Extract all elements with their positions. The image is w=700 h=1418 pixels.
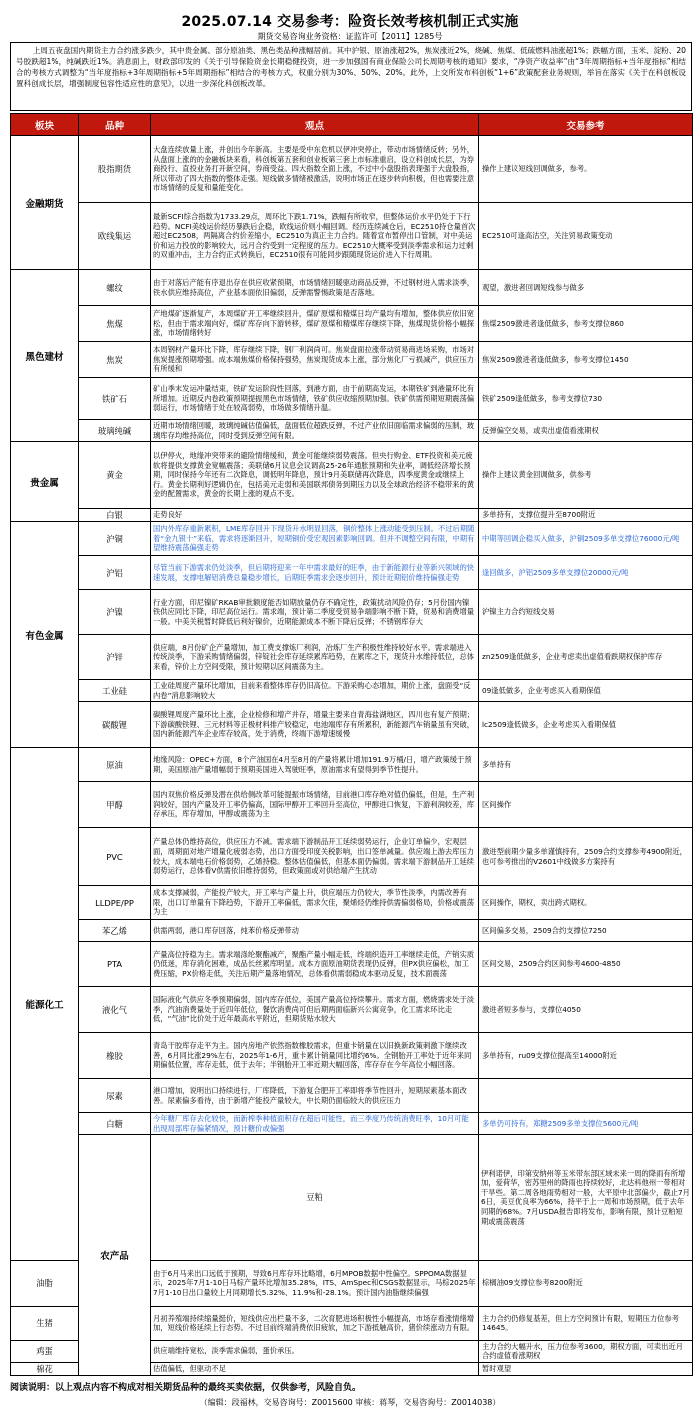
view-cell: 由于对落后产能有序退出存在供应收紧预期，市场情绪回暖驱动商品反弹，不过钢材进入需求淡季，铁水供应维持高位，产业基本面依旧偏弱，反弹需警惕政策是否落地。 <box>151 270 479 306</box>
product-cell: 股指期货 <box>79 136 151 203</box>
table-row <box>11 748 693 782</box>
product-cell: 黄金 <box>79 442 151 509</box>
sector-cell: 黑色建材 <box>11 270 79 442</box>
product-cell: 油脂 <box>11 1260 79 1306</box>
header-product: 品种 <box>79 114 151 136</box>
market-summary: 上周五夜盘国内期货主力合约涨多跌少，其中贵金属、部分原油类、黑色类品种涨幅居前。其中沪银、原油涨超2%，焦炭涨近2%，烧碱、焦煤、低硫燃料油涨超1%；跌幅方面，玉米、淀粉、20号胶跌超1%，纯碱跌近1%。消息面上，财政部印发的《关于引导保险资金长期稳健投资，进一步加强国有商业保险公司长周期考核的通知》要求，“净资产收益率”由“3年周期指标+当年度指标”相结合的考核方式调整为“当年度指标+3年周期指标+5年周期指标”相结合的考核方式，权重分别为30%、50%、20%。此外，上交所发布科创板“1+6”政策配套业务规则，举旨在落实《关于在科创板设置科创成长层，增强制度包容性适应性的意见》，以进一步深化科创板改革。 <box>10 42 692 111</box>
table-row <box>11 556 693 590</box>
product-cell: 沪镍 <box>79 590 151 635</box>
view-cell: 工业硅周度产量环比增加，目前来看整体库存仍旧高位。下游采购心态增加，期价上涨，盘面受“反内卷”消息影响较大 <box>151 680 479 702</box>
view-cell: 港口增加，说明出口持续进行，厂库降低，下游复合肥开工率即将季节性回升，短期尿素基本面改善。尿素偏多看待，由于新增产能投产量较大，中长期仍面临较大的供应压力 <box>151 1079 479 1113</box>
table-row <box>11 987 693 1033</box>
sector-cell: 农产品 <box>79 1135 151 1376</box>
view-cell: 大盘连续放量上涨，并创出今年新高。主要是受中东危机以伊冲突停止，带动市场情绪反转；另外，从盘面上涨的的金融板块来看，科创板第五套和创业板第三套上市标准重启，设立科创成长层，为券商投行、直投业务打开新空间，券商受益。四大指数全面上涨，不过中小盘股指表现强于大盘股指，所以带动了四大指数的整体走强。短线做多情绪被激活，说明市场正在逐步转向积极，但也需要注意市场情绪的反复和量能变化。 <box>151 136 479 203</box>
advice-cell: 逢回做多，沪铝2509多单支撑位20000元/吨 <box>479 556 693 590</box>
advice-cell: zn2509逢低做多，企业考虑卖出虚值看跌期权保护库存 <box>479 635 693 680</box>
advice-cell: 暂时观望 <box>479 1362 693 1375</box>
product-cell: 橡胶 <box>79 1033 151 1079</box>
product-cell: 白糖 <box>79 1113 151 1135</box>
table-row <box>11 782 693 828</box>
editor-credit: （编辑：段福林，交易咨询号：Z0015600 审核：蒋琴，交易咨询号：Z0014038） <box>199 1398 501 1407</box>
view-cell: 最新SCFI综合指数为1733.29点，周环比下跌1.71%，跌幅有所收窄，但整体运价水平仍处于下行趋势。NCFI美线运价经历暴跌后企稳，欧线运价则小幅回调。经历连续减仓后，EC2510持仓量首次超过EC2508，两隔离合约价差缩小，EC2510为真正主力合约。随着宣布暂停出口管制，对中美运价和运力投放的影响较大，远月合约受到一定程度的压力。EC2510大概率受到淡季需求和运力过剩的双重冲击，主力合约正式转换后，EC2510很有可能同步跟随现货运价进入下行周期。 <box>151 203 479 270</box>
product-cell: 沪铜 <box>79 522 151 556</box>
advice-cell: 焦炭2509激进者逢低做多，参考支撑位1450 <box>479 342 693 378</box>
view-cell: 产量总体仍维持高位，供应压力不减。需求端下游制品开工延续弱势运行，企业订单偏少，宏观层面，周期面对地产增量化疲弱态势，出口方面受印度关税影响，出口签单减量。供应端上游去库压力较大，成本端电石价格弱势，乙烯持稳。整体估值偏低，但基本面仍偏弱。需求端下游制品开工延续弱势运行，总体看V供需依旧维持弱势，但政策面或对供给端产生扰动 <box>151 828 479 886</box>
table-row <box>11 378 693 420</box>
view-cell: 今年糖厂库存去化较快，而新榨季种植面积存在超后可能性，而三季度乃传统消费旺季，10月可能出现局部库存偏紧情况，预计糖价或偏强 <box>151 1113 479 1135</box>
view-cell: 供应端维持宽松，淡季需求偏弱，蛋价承压。 <box>151 1340 479 1362</box>
advice-cell: 激进型前期少量多单谨慎持有，2509合约支撑参考4900附近，也可参考推出的V2601中线做多方案持有 <box>479 828 693 886</box>
product-cell: 液化气 <box>79 987 151 1033</box>
advice-cell: 09逢低做多，企业考虑买入看期保值 <box>479 680 693 702</box>
view-cell: 由于6月马来出口远低于预期，导致6月库存环比略增，6月MPOB数据中性偏空。SPPOMA数据显示，2025年7月1-10日马棕产量环比增加35.28%，ITS、AmSpec和CSGS数据显示，马棕2025年7月1-10日出口量较上月同期增长5.32%、11.9%和-28.1%。预计国内油脂继续偏强 <box>151 1260 479 1306</box>
product-cell: 苯乙烯 <box>79 920 151 942</box>
table-row <box>11 1033 693 1079</box>
product-cell: PVC <box>79 828 151 886</box>
view-cell: 国际液化气供应冬季预期偏弱，国内库存低位，美国产量高位持续攀升。需求方面，燃烧需求处于淡季，汽油消费量处于近四年低位，餐饮消费尚可但后期两面临新兴公寓竞争，化工需求环比走低，“气油”比价处于近年最高水平附近，但期货贴水较大 <box>151 987 479 1033</box>
view-cell: 国内双焦价格反弹及潜在供给侧改革可能提振市场情绪，目前港口库存绝对值仍偏低，但是，生产利润较好，国内产量及开工率仍偏高，国际甲醇开工率回升至高位，甲醇进口恢复，下游利润较差，库存承压，库存增加，甲醇或震荡为主 <box>151 782 479 828</box>
advice-cell: 棕榈油09支撑位参考8200附近 <box>479 1260 693 1306</box>
advice-cell: 多单持有，ru09支撑位提高至14000附近 <box>479 1033 693 1079</box>
product-cell: 生猪 <box>11 1306 79 1340</box>
table-row <box>11 509 693 522</box>
table-row <box>11 522 693 556</box>
advice-cell: EC2510可逢高沽空，关注贸易政策变动 <box>479 203 693 270</box>
view-cell: 产量高位持稳为主。需求端涤纶聚酯减产，聚酯产量小幅走低，终端织造开工率继续走低，产销实质仍低迷，库存消化困难，成品长丝累库明显。成本方面原油期货表现仍反弹，但PX供应偏松，加工费压缩，PX价格走低，关注后期产量落地情况，总体看供需弱稳成本驱动反复，技术面震荡 <box>151 942 479 987</box>
view-cell: 本周钢材产量环比下降，库存继续下降，钢厂利润尚可。焦炭盘面拉涨带动贸易商进场采购，市场对焦炭提涨预期增强。成本端焦煤价格保持强势，焦炭现货成本上涨，部分焦化厂亏损减产，供应压力有所缓和 <box>151 342 479 378</box>
table-row <box>11 702 693 748</box>
sector-cell: 能源化工 <box>11 748 79 1261</box>
advice-cell: 区间操作 <box>479 782 693 828</box>
product-cell: LLDPE/PP <box>79 886 151 920</box>
sector-cell: 金融期货 <box>11 136 79 270</box>
product-cell: 原油 <box>79 748 151 782</box>
header-view: 观点 <box>151 114 479 136</box>
advice-cell <box>479 1079 693 1113</box>
table-row <box>11 203 693 270</box>
advice-cell: 多单持有 <box>479 748 693 782</box>
view-cell: 近期市场情绪回暖，玻璃纯碱估值偏低，盘面低位超跌反弹，不过产业依旧面临需求偏弱的压制，玻璃库存均维持高位，同时受到反弹空间有限。 <box>151 420 479 442</box>
view-cell: 走势良好 <box>151 509 479 522</box>
table-row <box>11 920 693 942</box>
view-cell: 供应端，8月份矿企产量增加，加工费支撑炼厂利润，冶炼厂生产积极性维持较好水平。需求端进入传统淡季，下游采购情绪偏弱，锌锭社会库存延续累库趋势，在累库之下，现货升水维持低位，总体来看，锌价上方空间受限，预计短期以区间震荡为主。 <box>151 635 479 680</box>
view-cell: 矿山季末发运冲量结束，铁矿发运阶段性回落，到港方面，由于前期高发运，本期铁矿到港量环比有所增加。近期反内卷政策预期提振黑色市场情绪，铁矿供应收缩预期加强。铁矿供需预期短期震荡偏弱运行，市场情绪于处在较高弱势，市场做多情绪升温。 <box>151 378 479 420</box>
table-row <box>11 342 693 378</box>
product-cell: 豆粕 <box>151 1135 479 1261</box>
table-row <box>11 1079 693 1113</box>
table-row <box>11 1135 693 1261</box>
view-cell: 供需两弱，港口库存回落，纯苯价格反弹带动 <box>151 920 479 942</box>
view-cell: 产地煤矿逐渐复产，本周煤矿开工率继续回升，煤矿原煤和精煤日均产量均有增加，整体供应依旧宽松，但由于需求端向好，煤矿库存向下游转移，煤矿原煤和精煤库存继续下降，焦煤现货价格小幅探涨，市场情绪转好 <box>151 306 479 342</box>
view-cell: 国内外库存重新累积，LME库存回升下现货升水明显回落，铜价整体上涨动能受到压制。不过后期随着“金九银十”来临，需求将逐渐回升，短期铜价受宏观因素影响回调。但并不调整空间有限，中期有望维持震荡偏强走势 <box>151 522 479 556</box>
table-row <box>11 306 693 342</box>
advice-cell: 沪镍主力合约短线交易 <box>479 590 693 635</box>
product-cell: 沪锌 <box>79 635 151 680</box>
advice-cell: 区间偏多交易，2509合约支撑位7250 <box>479 920 693 942</box>
table-row <box>11 828 693 886</box>
advice-cell: 操作上建议黄金回调做多，供参考 <box>479 442 693 509</box>
advice-cell: 主力合约大幅升水，压力位参考3600，期权方面，可卖出近月合约虚值看涨期权 <box>479 1340 693 1362</box>
product-cell: 焦煤 <box>79 306 151 342</box>
product-cell: 焦炭 <box>79 342 151 378</box>
table-row <box>11 886 693 920</box>
table-row <box>11 270 693 306</box>
view-cell: 估值偏低，但驱动不足 <box>151 1362 479 1375</box>
product-cell: 沪铝 <box>79 556 151 590</box>
advice-cell: 焦煤2509激进者逢低做多，参考支撑位860 <box>479 306 693 342</box>
table-row <box>11 680 693 702</box>
view-cell: 尽管当前下游需求仍处淡季，但后期将迎来一年中需求最好的旺季，由于新能源行业等新兴领域的快速发展，支撑电解铝消费总量稳步增长，后期旺季需求会逐步回升，预计近期铝价维持偏强走势 <box>151 556 479 590</box>
advice-cell: 铁矿2509逢低做多，参考支撑位730 <box>479 378 693 420</box>
advice-cell: 区间操作，期权，卖出跨式期权。 <box>479 886 693 920</box>
advice-cell: 反弹偏空交易，或卖出虚值看涨期权 <box>479 420 693 442</box>
product-cell: 螺纹 <box>79 270 151 306</box>
advice-cell: 中期等回调企稳买入做多，沪铜2509多单支撑位76000元/吨 <box>479 522 693 556</box>
views-table <box>10 113 693 1376</box>
advice-cell: 多单持有，支撑位提升至8700附近 <box>479 509 693 522</box>
header-sector: 板块 <box>11 114 79 136</box>
table-row <box>11 136 693 203</box>
view-cell: 行业方面，印尼镍矿RKAB审批额度能否如期放量仍存不确定性，政策扰动风险仍存；5月份国内镍铁供应同比下降，印尼高位运行。需求端，预计第二季度受贸易争端影响不断下降，贸易和消费增量一般。中美关税暂时降低后利好镍价，近期能源成本不断下降后反弹；不锈钢库存大 <box>151 590 479 635</box>
advice-cell: 激进者短多参与，支撑位4050 <box>479 987 693 1033</box>
license-line: 期货交易咨询业务资格：证监许可【2011】1285号 <box>257 32 443 41</box>
product-cell: 工业硅 <box>79 680 151 702</box>
product-cell: 碳酸锂 <box>79 702 151 748</box>
product-cell: 欧线集运 <box>79 203 151 270</box>
advice-cell: 区间交易，2509合约区间参考4600-4850 <box>479 942 693 987</box>
advice-cell: 主力合约仍修复基差，但上方空间预计有限，短期压力位参考14645。 <box>479 1306 693 1340</box>
product-cell: 尿素 <box>79 1079 151 1113</box>
view-cell: 碳酸锂周度产量环比上涨，企业检修和增产并存，增量主要来自青海盐湖地区，四川也有复产预期；下游碳酸铁锂、三元材料等正极材料排产较稳定，电池端库存有所累积，新能源汽车销量虽有突破，国内新能源汽车企业库存较高，处于消费，终端下游增速缓慢 <box>151 702 479 748</box>
product-cell: 玻璃纯碱 <box>79 420 151 442</box>
page-title: 2025.07.14 交易参考：险资长效考核机制正式实施 <box>181 14 519 30</box>
advice-cell: 操作上建议短线回调做多，参考。 <box>479 136 693 203</box>
product-cell: PTA <box>79 942 151 987</box>
table-row <box>11 942 693 987</box>
header-advice: 交易参考 <box>479 114 693 136</box>
advice-cell: 观望，激进者回调短线参与做多 <box>479 270 693 306</box>
view-cell: 青岛干胶库存走平为主。国内房地产依然指数橡胶需求，但重卡销量在以旧换新政策刺激下继续改善，6月同比涨29%左右，2025年1-6月，重卡累计销量同比增约6%。全钢胎开工率处于近年来同期偏低位置，库存走低，低于去年；半钢胎开工率近期大幅回落，库存存在今年高位小幅回落。 <box>151 1033 479 1079</box>
advice-cell: lc2509逢低做多，企业考虑买入看期保值 <box>479 702 693 748</box>
table-row <box>11 420 693 442</box>
view-cell: 伊利诺伊，印第安纳州等玉米带东部区域未来一周的降雨有所增加，爱荷华，密苏里州的降雨也持续较好，北达科他州一带相对干旱些。第二周各地雨势相对一般，大平原中北部偏少，截止7月6日，美豆优良率为66%，持平于上一周和市场预期，低于去年同期的68%。7月USDA报告即将发布，影响有限，预计豆粕短期或震荡震荡 <box>479 1135 693 1261</box>
product-cell: 铁矿石 <box>79 378 151 420</box>
view-cell: 成本支撑减弱，产能投产较大，开工率与产量上升，供应端压力仍较大，季节性淡季，内需改善有限，出口订单量有下降趋势，下游开工率偏低，需求欠佳，聚烯烃仍维持供需偏弱格局，价格或震荡为主 <box>151 886 479 920</box>
product-cell: 棉花 <box>11 1362 79 1375</box>
advice-cell: 多单仍可持有，郑糖2509多单支撑位5600元/吨 <box>479 1113 693 1135</box>
table-header-row <box>11 114 693 136</box>
table-row <box>11 590 693 635</box>
disclaimer: 阅读说明：以上观点内容不构成对相关期货品种的最终买卖依据，仅供参考，风险自负。 <box>10 1383 362 1393</box>
view-cell: 以伊停火，地缘冲突带来的避险情绪缓和，黄金可能继续弱势震荡。但央行购金、ETF投资和美元疲软将提供支撑黄金宽幅震荡；美联储6月议息会议调高25-26年通胀预期和失业率，调低经济增长预期，同时保持今年还有二次降息，调低明年降息，预计9月美联储再次降息，四季度黄金或继续上行。黄金长期利好逻辑仍在，包括美元走弱和美国联邦债务到期压力以及全球政治经济不稳带来的黄金的配置需求，黄金的长期上涨的观点不变。 <box>151 442 479 509</box>
view-cell: 月初养殖端持续缩量挺价，短线供应出栏量不多，二次育肥进场积极性小幅提高，市场存看涨情绪增加，短线价格延续上行态势。不过目前终端消费依旧疲软，加之下游抵触高价，猪价续涨动力有限。 <box>151 1306 479 1340</box>
table-row <box>11 442 693 509</box>
table-row <box>11 635 693 680</box>
product-cell: 甲醇 <box>79 782 151 828</box>
table-row <box>11 1113 693 1135</box>
product-cell: 鸡蛋 <box>11 1340 79 1362</box>
sector-cell: 贵金属 <box>11 442 79 522</box>
sector-cell: 有色金属 <box>11 522 79 748</box>
view-cell: 地缘风险：OPEC+方面，8个产油国在4月至8月的产量将累计增加191.9万桶/日，增产政策缓于预期，美国原油产量增幅弱于预期美国进入驾驶旺季，原油需求有望得到季节性提升。 <box>151 748 479 782</box>
product-cell: 白银 <box>79 509 151 522</box>
